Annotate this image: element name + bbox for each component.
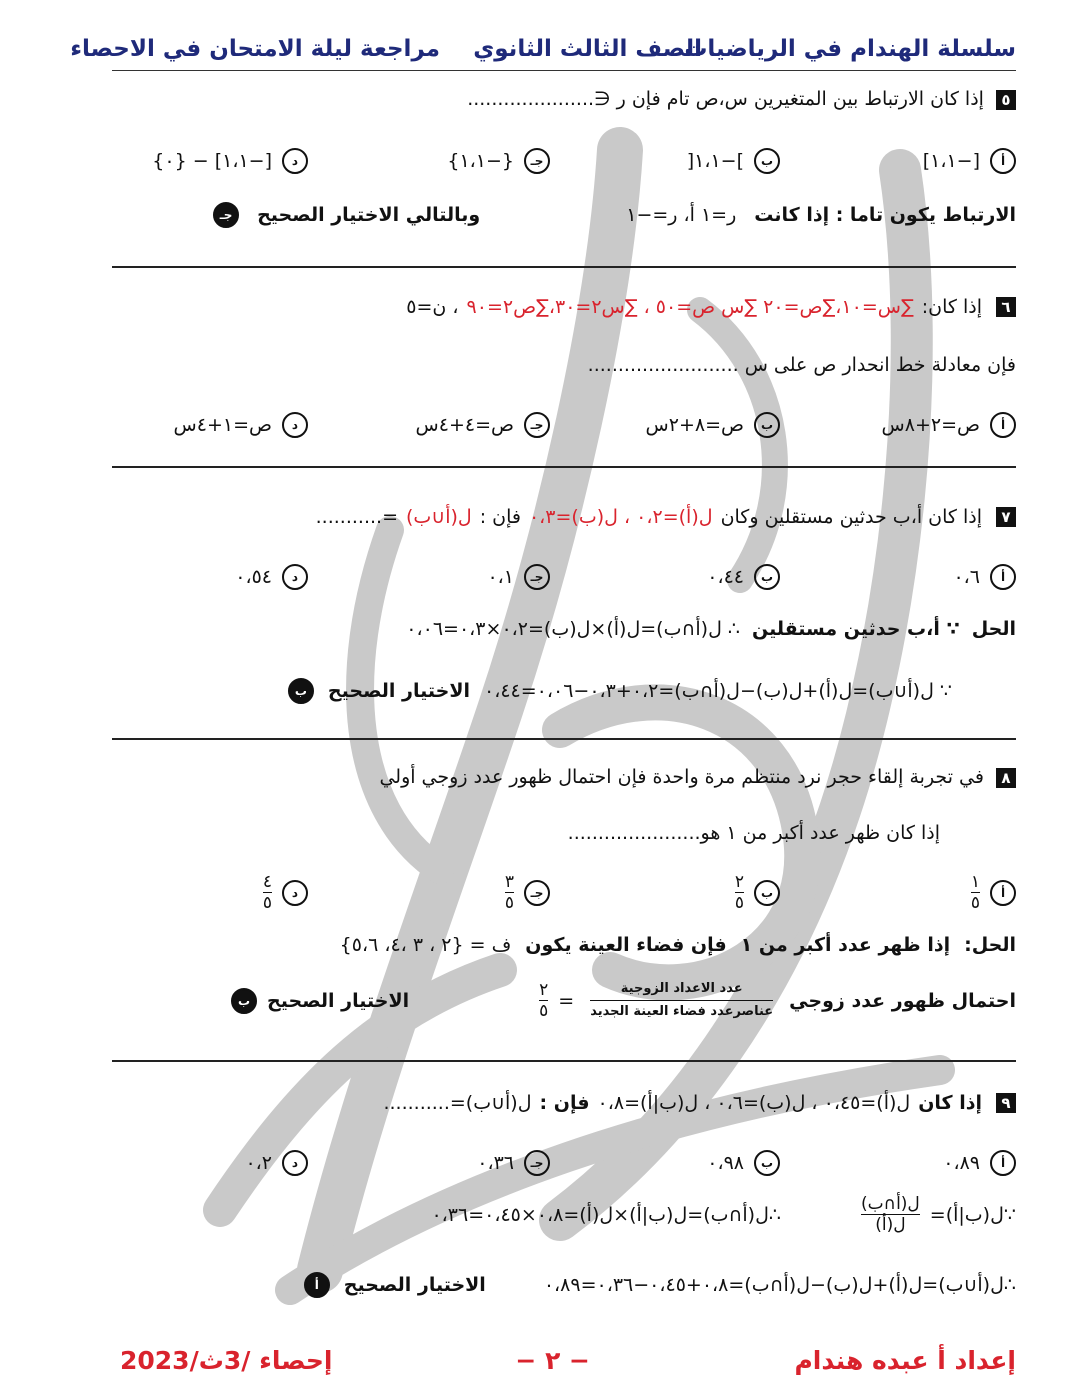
q9-number: ٩ [996, 1093, 1016, 1113]
option-letter-c: جـ [524, 148, 550, 174]
q9-text-prefix: إذا كان [918, 1092, 982, 1114]
option-letter-d: د [282, 1150, 308, 1176]
option-letter-c: جـ [524, 880, 550, 906]
option-letter-d: د [282, 564, 308, 590]
option-letter-b: ب [754, 148, 780, 174]
option-letter-d: د [282, 148, 308, 174]
q9-text-mid: فإن : [539, 1092, 590, 1114]
q8-solution-answer: الاختيار الصحيح [267, 989, 410, 1012]
q7-number: ٧ [996, 507, 1016, 527]
option-letter-a: أ [990, 880, 1016, 906]
q8-stem [379, 766, 1016, 788]
q9-solution-step2: ∴ل(أ∪ب)=ل(أ)+ل(ب)−ل(أ∩ب)=٠،٨+٠،٤٥−٠،٣٦=٠،٨٩ [543, 1274, 1016, 1296]
q5-note-answer: وبالتالي الاختيار الصحيح [257, 204, 481, 226]
q8-solution-label: الحل: [964, 934, 1016, 956]
q8-answer-letter: ب [231, 988, 257, 1014]
q6-option-c[interactable] [416, 412, 550, 438]
calligraphy-watermark [140, 110, 1020, 1330]
q6-line2: فإن معادلة خط انحدار ص على س ......................... [587, 354, 1016, 376]
grade-title: الصف الثالث الثانوي [473, 36, 702, 62]
q7-solution-step1: ∴ ل(أ∩ب)=ل(أ)×ل(ب)=٠،٢×٠،٣=٠،٠٦ [406, 618, 740, 640]
q5-option-c[interactable] [447, 148, 550, 174]
q5-option-a[interactable] [923, 148, 1016, 174]
q5-text: إذا كان الارتباط بين المتغيرين س،ص تام فإن ر ∈..................... [467, 88, 984, 110]
divider-q6 [112, 466, 1016, 468]
q5-option-d[interactable] [152, 148, 308, 174]
q6-option-b-text: ص=٨+٢س [645, 414, 744, 436]
q8-text2: إذا كان ظهر عدد أكبر من ١ هو...................... [567, 822, 940, 844]
q7-stem [316, 506, 1016, 528]
q8-option-b[interactable] [735, 872, 780, 913]
divider-q7 [112, 738, 1016, 740]
q9-option-d-text: ٠،٢ [245, 1152, 272, 1174]
q7-option-b[interactable] [707, 564, 780, 590]
q8-solution-condition: إذا ظهر عدد أكبر من ١ [740, 934, 951, 956]
divider-q8 [112, 1060, 1016, 1062]
q8-option-c[interactable] [505, 872, 550, 913]
option-letter-a: أ [990, 412, 1016, 438]
q5-option-b-text: ]−١،١[ [686, 150, 744, 172]
q7-solution-2 [288, 678, 1016, 704]
q9-answer-letter: أ [304, 1272, 330, 1298]
q6-given-sums: ∑س=١٠،∑ص=٢٠ ∑س ص=٥٠ ، ∑س٢=٣٠،∑ص٢=٩٠ [466, 296, 914, 318]
footer-code: إحصاء /3ث/2023 [120, 1346, 333, 1375]
q7-solution-label: الحل [971, 618, 1016, 640]
q7-option-a-text: ٠،٦ [953, 566, 980, 588]
q8-probability-label: احتمال ظهور عدد زوجي [789, 989, 1016, 1012]
q8-solution-sample-space-label: فإن فضاء العينة يكون [525, 934, 727, 956]
q6-stem [406, 296, 1016, 318]
q6-option-c-text: ص=٤+٤س [415, 414, 514, 436]
q5-option-c-text: {−١،١} [447, 150, 514, 172]
option-letter-b: ب [754, 564, 780, 590]
q6-option-d[interactable] [174, 412, 308, 438]
q9-solution-step1: ∴ل(أ∩ب)=ل(ب|أ)×ل(أ)=٠،٨×٠،٤٥=٠،٣٦ [431, 1203, 781, 1226]
q5-option-d-text: [−١،١] − {٠} [152, 150, 272, 172]
q8-option-d[interactable] [263, 872, 308, 913]
footer-author: إعداد أ عبده هندام [794, 1346, 1016, 1375]
option-letter-b: ب [754, 412, 780, 438]
divider-q5 [112, 266, 1016, 268]
q7-text-prefix: إذا كان أ،ب حدثين مستقلين وكان [720, 506, 982, 528]
option-letter-c: جـ [524, 564, 550, 590]
q5-number: ٥ [996, 90, 1016, 110]
q8-number: ٨ [996, 768, 1016, 788]
q9-option-c[interactable] [477, 1150, 550, 1176]
q7-option-d-text: ٠،٥٤ [235, 566, 272, 588]
q9-solution-answer: الاختيار الصحيح [343, 1274, 486, 1296]
q5-answer-letter: جـ [213, 202, 239, 228]
q9-option-c-text: ٠،٣٦ [477, 1152, 514, 1174]
q9-solution-lhs: ∵ل(ب|أ)= [929, 1203, 1016, 1226]
option-letter-d: د [282, 880, 308, 906]
q6-option-a[interactable] [882, 412, 1016, 438]
q8-solution-2: احتمال ظهور عدد زوجي $\frac{\text{عدد الاعداد الزوجية}}{\text{عناصرعدد فضاء العينة الجديد}}$ = $\frac{٢}{٥}$ الاختيار الصحيح ب [231, 978, 1016, 1023]
q8-option-a[interactable] [971, 872, 1016, 913]
q5-note-text: الارتباط يكون تاما : إذا كانت [754, 204, 1016, 226]
q8-formula-fraction: $\frac{\text{عدد الاعداد الزوجية}}{\text{عناصرعدد فضاء العينة الجديد}}$ [590, 981, 774, 1019]
q7-option-b-text: ٠،٤٤ [707, 566, 744, 588]
q7-option-a[interactable] [953, 564, 1016, 590]
q7-answer-letter: ب [288, 678, 314, 704]
q6-number: ٦ [996, 297, 1016, 317]
q7-solution-1 [406, 618, 1016, 640]
q8-option-d-fraction: $\frac{٤}{٥}$ [262, 872, 272, 913]
q8-option-a-fraction: $\frac{١}{٥}$ [970, 872, 980, 913]
q9-stem [383, 1092, 1016, 1114]
q5-option-b[interactable] [687, 148, 780, 174]
q6-text-suffix: ، ن=٥ [406, 296, 459, 318]
q7-solution-answer: الاختيار الصحيح [327, 680, 470, 702]
q7-given-probs: ل(أ)=٠،٢ ، ل(ب)=٠،٣ [528, 506, 713, 528]
q5-note [213, 202, 1016, 228]
q9-option-a[interactable] [943, 1150, 1016, 1176]
q7-option-c[interactable] [487, 564, 550, 590]
option-letter-b: ب [754, 880, 780, 906]
q8-solution-sample-space: ف = {٢ ، ٣ ،٤، ٥،٦} [339, 934, 512, 956]
q9-solution-2 [304, 1272, 1016, 1298]
q8-option-c-fraction: $\frac{٣}{٥}$ [504, 872, 514, 913]
q9-given-probs: ل(أ)=٠،٤٥ ، ل(ب)=٠،٦ ، ل(ب|أ)=٠،٨ [597, 1092, 911, 1114]
q5-stem [467, 88, 1016, 110]
q9-option-d[interactable] [245, 1150, 308, 1176]
q7-text-end: =........... [315, 506, 398, 528]
q7-target: ل(أ∪ب) [406, 506, 472, 528]
option-letter-c: جـ [524, 1150, 550, 1176]
q6-option-a-text: ص=٢+٨س [881, 414, 980, 436]
q6-text-prefix: إذا كان: [921, 296, 982, 318]
footer-page-number: − ٢ − [515, 1346, 590, 1375]
series-title: سلسلة الهندام في الرياضيات [684, 36, 1016, 62]
option-letter-b: ب [754, 1150, 780, 1176]
q6-option-b[interactable] [646, 412, 780, 438]
q7-solution-premise: ∵ أ،ب حدثين مستقلين [752, 618, 960, 640]
option-letter-d: د [282, 412, 308, 438]
q8-solution-1 [340, 934, 1016, 956]
option-letter-a: أ [990, 564, 1016, 590]
q7-text-mid: فإن : [479, 506, 521, 528]
q9-conditional-fraction: $\frac{\text{ل(أ∩ب)}}{\text{ل(أ)}}$ [860, 1194, 920, 1235]
q8-text1: في تجربة إلقاء حجر نرد منتظم مرة واحدة فإن احتمال ظهور عدد زوجي أولي [379, 766, 984, 788]
q7-option-c-text: ٠،١ [487, 566, 514, 588]
option-letter-a: أ [990, 148, 1016, 174]
q9-option-b[interactable] [707, 1150, 780, 1176]
q9-text-end: ل(أ∪ب)=........... [383, 1092, 532, 1114]
q5-note-condition: ر=١ أ، ر=−١ [626, 204, 737, 226]
q8-result-fraction: $\frac{٢}{٥}$ [539, 980, 549, 1021]
q9-option-b-text: ٠،٩٨ [707, 1152, 744, 1174]
option-letter-a: أ [990, 1150, 1016, 1176]
q9-option-a-text: ٠،٨٩ [943, 1152, 980, 1174]
q9-solution-1 [431, 1194, 1016, 1235]
q8-option-b-fraction: $\frac{٢}{٥}$ [734, 872, 744, 913]
q7-solution-step2: ∵ ل(أ∪ب)=ل(أ)+ل(ب)−ل(أ∩ب)=٠،٢+٠،٣−٠،٠٦=٠،٤٤ [484, 680, 952, 702]
option-letter-c: جـ [524, 412, 550, 438]
q5-option-a-text: [−١،١] [922, 150, 980, 172]
q7-option-d[interactable] [235, 564, 308, 590]
header-divider [112, 70, 1016, 71]
review-title: مراجعة ليلة الامتحان في الاحصاء [70, 36, 440, 62]
q6-option-d-text: ص=١+٤س [173, 414, 272, 436]
